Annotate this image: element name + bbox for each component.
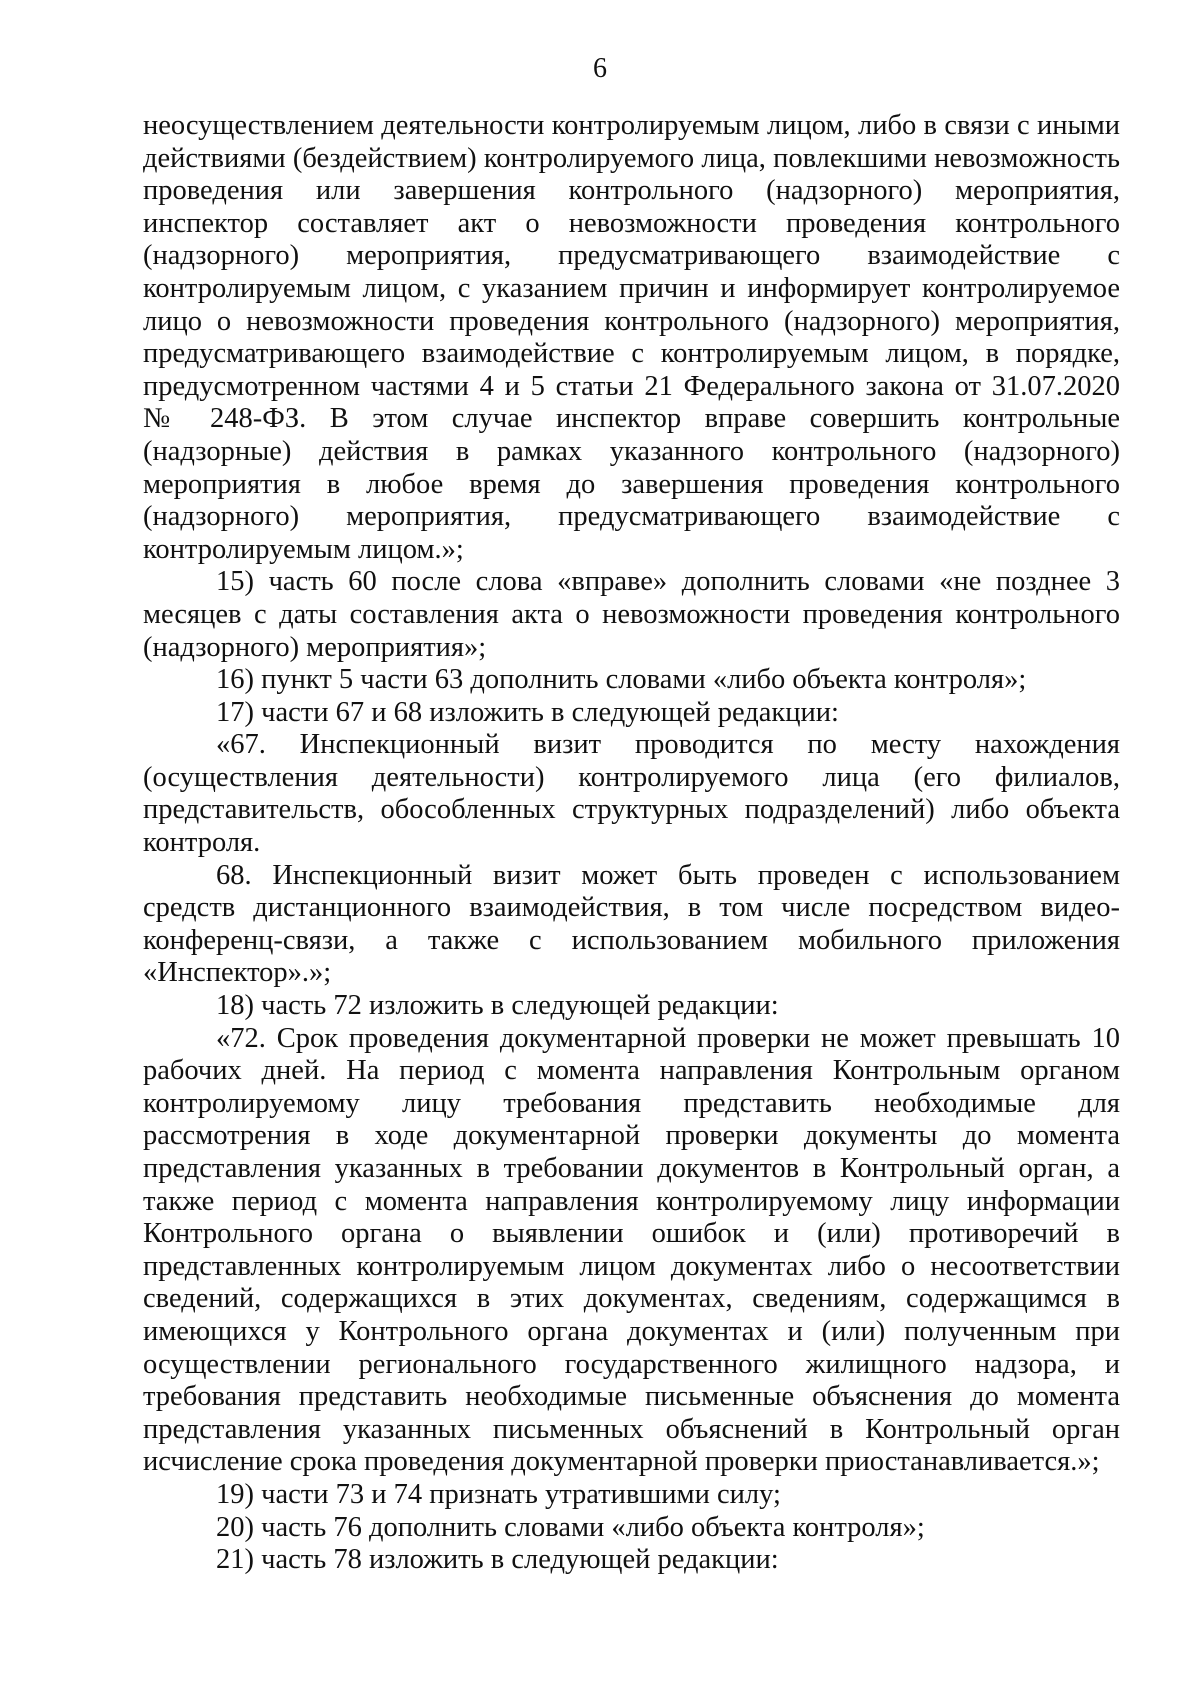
text-line: представленных контролируемым лицом документах либо о несоответствии [143,1250,1120,1282]
text-line: 19) части 73 и 74 признать утратившими силу; [216,1478,781,1510]
text-line: осуществлении регионального государственного жилищного надзора, и [143,1348,1120,1380]
text-line: лицо о невозможности проведения контрольного (надзорного) мероприятия, [143,305,1120,337]
text-line: инспектор составляет акт о невозможности проведения контрольного [143,207,1120,239]
text-line: контролируемому лицу требования представить необходимые для [143,1087,1120,1119]
text-line: (надзорные) действия в рамках указанного контрольного (надзорного) [143,435,1120,467]
text-line: представления указанных в требовании документов в Контрольный орган, а [143,1153,1120,1184]
text-line: «Инспектор».»; [143,957,332,989]
text-line: предусмотренном частями 4 и 5 статьи 21 Федерального закона от 31.07.2020 [143,370,1120,402]
text-line: 20) часть 76 дополнить словами «либо объекта контроля»; [216,1511,925,1543]
text-line: имеющихся у Контрольного органа документах и (или) полученным при [143,1315,1120,1347]
text-line: 15) часть 60 после слова «вправе» дополнить словами «не позднее 3 [216,566,1120,598]
text-line: контролируемым лицом.»; [143,533,464,565]
text-line: контроля. [143,827,261,859]
text-line: (надзорного) мероприятия, предусматривающего взаимодействие с [143,501,1120,533]
text-line: конференц-связи, а также с использованием мобильного приложения [143,924,1120,956]
text-line: 17) части 67 и 68 изложить в следующей редакции: [216,696,839,728]
text-line: 16) пункт 5 части 63 дополнить словами «либо объекта контроля»; [216,664,1027,696]
text-line: рабочих дней. На период с момента направления Контрольным органом [143,1055,1120,1087]
text-line: 21) часть 78 изложить в следующей редакции: [216,1544,779,1576]
text-line: «72. Срок проведения документарной проверки не может превышать 10 [216,1022,1120,1054]
text-line: (надзорного) мероприятия»; [143,631,487,663]
text-line: месяцев с даты составления акта о невозможности проведения контрольного [143,598,1120,630]
text-line: «67. Инспекционный визит проводится по месту нахождения [216,729,1120,761]
text-line: мероприятия в любое время до завершения проведения контрольного [143,468,1120,500]
text-line: исчисление срока проведения документарной проверки приостанавливается.»; [143,1446,1100,1478]
document-body [143,110,1120,1577]
text-line: средств дистанционного взаимодействия, в том числе посредством видео- [143,892,1120,924]
text-line: (осуществления деятельности) контролируемого лица (его филиалов, [143,761,1120,793]
text-line: контролируемым лицом, с указанием причин и информирует контролируемое [143,272,1120,304]
text-line: (надзорного) мероприятия, предусматривающего взаимодействие с [143,240,1120,272]
text-line: № 248-ФЗ. В этом случае инспектор вправе совершить контрольные [143,403,1120,435]
text-line: представительств, обособленных структурных подразделений) либо объекта [143,794,1120,826]
text-line: действиями (бездействием) контролируемого лица, повлекшими невозможность [143,142,1120,174]
text-line: сведений, содержащихся в этих документах, сведениям, содержащимся в [143,1283,1120,1315]
text-line: требования представить необходимые письменные объяснения до момента [143,1381,1120,1413]
text-line: 68. Инспекционный визит может быть проведен с использованием [216,859,1120,891]
text-line: неосуществлением деятельности контролируемым лицом, либо в связи с иными [143,110,1120,141]
text-line: рассмотрения в ходе документарной проверки документы до момента [143,1120,1120,1152]
text-line: проведения или завершения контрольного (надзорного) мероприятия, [143,175,1120,207]
page-number: 6 [593,53,607,84]
text-line: 18) часть 72 изложить в следующей редакции: [216,990,779,1022]
text-line: представления указанных письменных объяснений в Контрольный орган [143,1413,1120,1445]
text-line: предусматривающего взаимодействие с контролируемым лицом, в порядке, [143,338,1120,370]
text-line: Контрольного органа о выявлении ошибок и (или) противоречий в [143,1218,1120,1250]
text-line: также период с момента направления контролируемому лицу информации [143,1185,1120,1217]
